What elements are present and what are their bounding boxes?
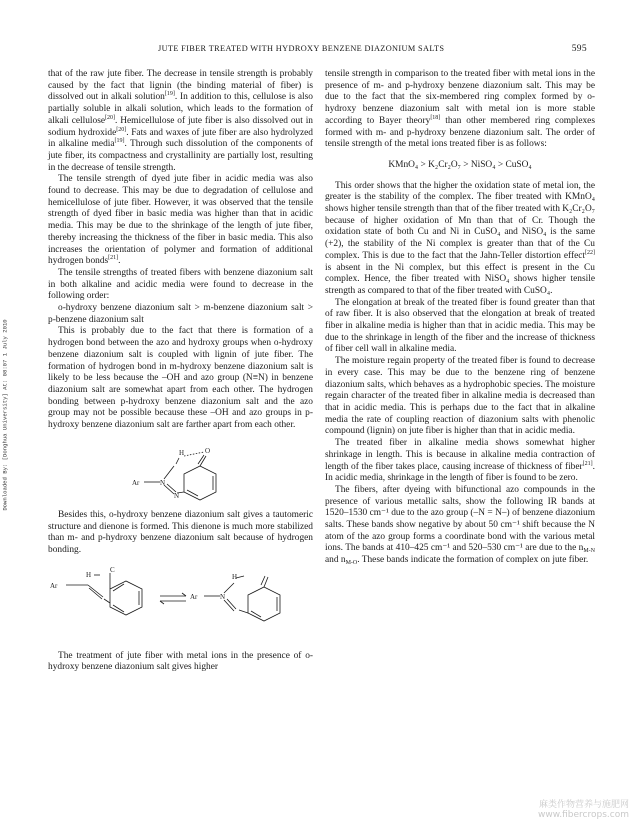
- paragraph-r4: The moisture regain property of the treated fiber is found to decrease in every case. This may be due to the benzene ring of benzene diazonium salts, which behaves as a hydrophobic species. The moisture regain character of the treated fiber in alkaline media is decreased than that in acidic media. This is perhaps due to the fact that in alkaline media the rate of coupling reaction of diazonium salts with phenolic compound (lignin) on jute fiber is higher than that in acidic media.: [325, 356, 595, 437]
- fig1-n1-label: N: [160, 478, 166, 487]
- tautomer-equilibrium-structure: [48, 563, 313, 643]
- watermark-line-2: www.fibercrops.com: [538, 810, 629, 820]
- paragraph-5: Besides this, o-hydroxy benzene diazonium salt gives a tautomeric structure and dienone is formed. This dienone is much more stabilized than m- and p-hydroxy benzene diazonium salt because of hydrogen bonding.: [48, 509, 313, 555]
- site-watermark: [538, 800, 629, 820]
- paragraph-1: that of the raw jute fiber. The decrease in tensile strength is probably caused by the fact that lignin (the binding material of fiber) is dissolved out in alkali solution[19]. In addition to this, cellulose is also partially soluble in alkali solution, which leads to the formation of alkali cellulose[20]. Hemicellulose of jute fiber is also dissolved out in sodium hydroxide[20]. Fats and waxes of jute fiber are also hydrolyzed in alkaline media[19]. Through such dissolution of the components of jute fiber, its compactness and crystallinity are partially lost, resulting in the decrease of tensile strength.: [48, 69, 313, 173]
- paragraph-3: The tensile strengths of treated fibers with benzene diazonium salt in both alkaline and acidic media were found to decrease in the following order:: [48, 267, 313, 302]
- ortho-hydrogen-bond-structure: [48, 436, 313, 504]
- download-sidebar: [1, 300, 11, 530]
- paragraph-6: The treatment of jute fiber with metal ions in the presence of o-hydroxy benzene diazonium salt gives higher: [48, 650, 313, 673]
- fig1-o-label: O: [205, 446, 211, 455]
- fig1-n2-label: N: [174, 491, 180, 500]
- metal-ion-order: KMnO₄ > K₂Cr₂O₇ > NiSO₄ > CuSO₄: [388, 159, 532, 170]
- fig2-n-right: N: [220, 592, 226, 601]
- left-column: [48, 69, 313, 674]
- fig2-h-right: H: [232, 572, 238, 581]
- fig1-ar-label: Ar: [132, 478, 140, 487]
- watermark-line-1: 麻类作物营养与施肥网: [538, 800, 629, 810]
- fig2-ar-right: Ar: [190, 592, 198, 601]
- page-number: 595: [571, 44, 587, 54]
- fig1-h-label: H: [179, 448, 185, 457]
- paragraph-r6: The fibers, after dyeing with bifunctional azo compounds in the presence of various metallic salts, show the following IR bands at 1520–1530 cm⁻¹ due to the azo group (–N = N–) of benzene diazonium salts. These bands show negative by about 50 cm⁻¹ shift because the N atom of the azo group forms a coordinate bond with the various metal ions. The bands at 410–425 cm⁻¹ and 520–530 cm⁻¹ are due to the $n_{M-N}$ and $n_{M-O}$. These bands indicate the formation of complex on jute fiber.: [325, 484, 595, 567]
- paragraph-r3: The elongation at break of the treated fiber is found greater than that of raw fiber. It is also observed that the elongation at break of treated fiber in alkaline media is higher than that in acidic media. This may be due to the shrinkage in length of the fiber and the increase of thickness of fiber cell wall in alkaline media.: [325, 297, 595, 355]
- running-title: JUTE FIBER TREATED WITH HYDROXY BENZENE DIAZONIUM SALTS: [158, 44, 445, 53]
- paragraph-4: This is probably due to the fact that there is formation of a hydrogen bond between the azo and hydroxy groups when o-hydroxy benzene diazonium salt is coupled with lignin of jute fiber. The formation of hydrogen bond in m-hydroxy benzene diazonium salt is likely to be less because the –OH and azo group (N≡N) in benzene diazonium salt are somewhat apart from each other. The hydrogen bonding between p-hydroxy benzene diazonium salt and the azo group may not be possible because these –OH and azo groups in p-hydroxy benzene diazonium salt are farther apart from each other.: [48, 326, 313, 431]
- right-column: [325, 69, 595, 567]
- salt-order-statement: o-hydroxy benzene diazonium salt > m-benzene diazonium salt > p-benzene diazonium salt: [48, 303, 313, 325]
- paragraph-2: The tensile strength of dyed jute fiber in acidic media was also found to decrease. This may be due to degradation of cellulose and hemicellulose of jute fiber. However, it was observed that the tensile strength of dyed fiber in basic media was higher than that in acidic media. This may be due to the shrinkage of the length of jute fiber, thereby increasing the thickness of the fiber in basic media. This also increases the orientation of polymer and formation of additional hydrogen bonds[21].: [48, 174, 313, 267]
- paragraph-r1: tensile strength in comparison to the treated fiber with metal ions in the presence of m- and p-hydroxy benzene diazonium salt. This may be due to the fact that the six-membered ring complex formed by o-hydroxy benzene diazonium salt with metal ion is more stable according to Bayer theory[18] than other membered ring complexes formed with m- and p-hydroxy benzene diazonium salt. The order of tensile strength of the metal ions treated fiber is as follows:: [325, 69, 595, 150]
- download-note: Downloaded By: [Donghua University] At: 08:07 1 July 2010: [1, 319, 9, 511]
- paragraph-r5: The treated fiber in alkaline media shows somewhat higher shrinkage in length. This is because in alkaline media contraction of length of the fiber takes place, causing increase of thickness of fiber[21]. In acidic media, shrinkage in the length of fiber is found to be zero.: [325, 438, 595, 484]
- running-header: [48, 44, 603, 58]
- fig2-c-label: C: [110, 565, 115, 574]
- fig2-ar-left: Ar: [50, 581, 58, 590]
- fig2-h-left: H: [86, 570, 92, 579]
- paragraph-r2: This order shows that the higher the oxidation state of metal ion, the greater is the stability of the complex. The fiber treated with KMnO₄ shows higher tensile strength than that of the fiber treated with K₂Cr₂O₇ because of higher oxidation of Mn than that of Cr. Though the oxidation state of both Cu and Ni in CuSO₄ and NiSO₄ is the same (+2), the stability of the Ni complex is greater than that of the Cu complex. This is due to the fact that the Jahn-Teller distortion effect[22] is absent in the Ni complex, but this effect is present in the Cu complex. Hence, the fiber treated with NiSO₄ shows higher tensile strength as compared to that of the fiber treated with CuSO₄.: [325, 180, 595, 296]
